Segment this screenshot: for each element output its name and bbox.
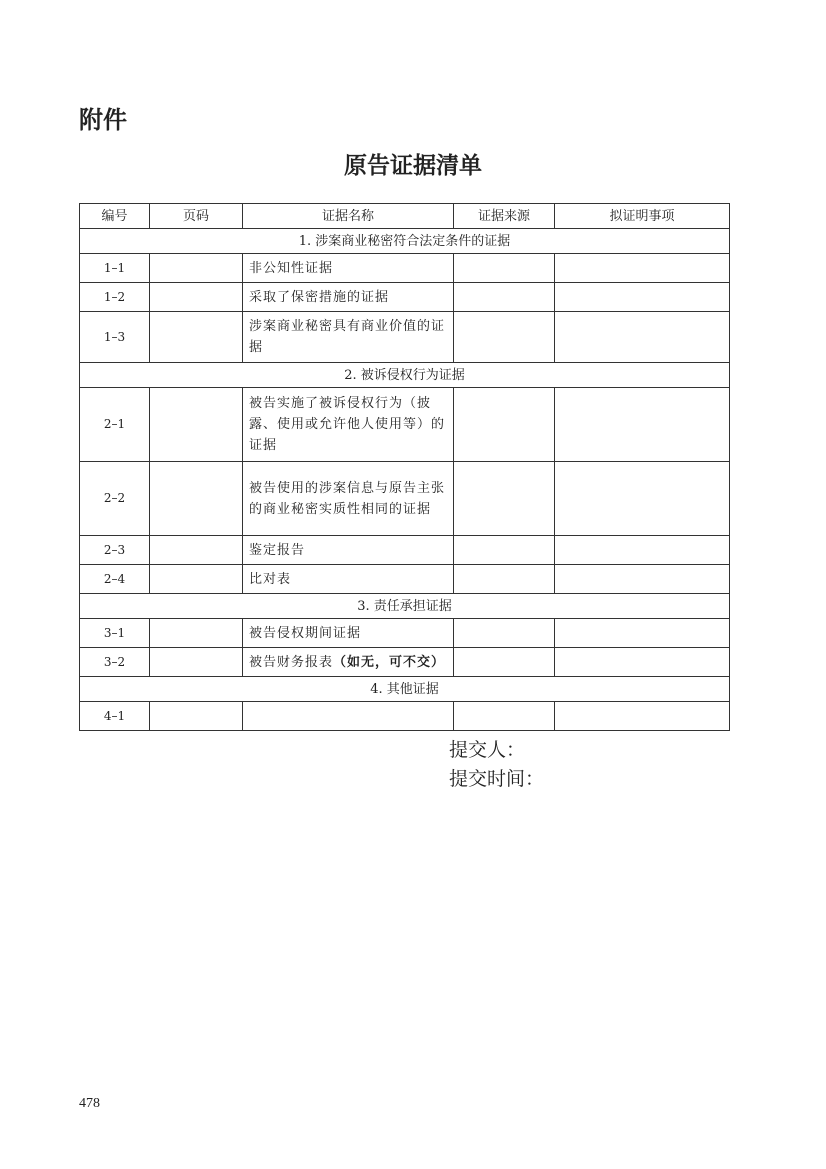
evidence-name: 鉴定报告 [243, 536, 454, 565]
evidence-id: 2–2 [80, 462, 150, 536]
header-id: 编号 [80, 204, 150, 229]
header-name: 证据名称 [243, 204, 454, 229]
section-title: 3. 责任承担证据 [80, 594, 730, 619]
evidence-page [150, 619, 243, 648]
evidence-page [150, 312, 243, 363]
evidence-purpose [555, 536, 730, 565]
evidence-purpose [555, 254, 730, 283]
section-row [80, 594, 730, 619]
evidence-page [150, 254, 243, 283]
evidence-name-note: （如无，可不交） [333, 654, 446, 670]
evidence-name: 采取了保密措施的证据 [243, 283, 454, 312]
evidence-name: 比对表 [243, 565, 454, 594]
section-row [80, 677, 730, 702]
evidence-purpose [555, 702, 730, 731]
page-number: 478 [79, 1096, 100, 1111]
evidence-id: 1–2 [80, 283, 150, 312]
evidence-page [150, 388, 243, 462]
evidence-id: 3–2 [80, 648, 150, 677]
table-row [80, 565, 730, 594]
evidence-name-cell [243, 648, 454, 677]
evidence-source [454, 648, 555, 677]
evidence-source [454, 619, 555, 648]
table-row [80, 312, 730, 363]
evidence-page [150, 648, 243, 677]
attachment-heading: 附件 [79, 106, 127, 134]
submission-time-label: 提交时间： [449, 768, 545, 790]
evidence-purpose [555, 565, 730, 594]
evidence-source [454, 536, 555, 565]
evidence-source [454, 462, 555, 536]
table-row [80, 536, 730, 565]
document-title: 原告证据清单 [344, 152, 482, 179]
table-row [80, 283, 730, 312]
evidence-purpose [555, 648, 730, 677]
evidence-name: 被告财务报表 [249, 654, 334, 670]
header-purpose: 拟证明事项 [555, 204, 730, 229]
evidence-purpose [555, 283, 730, 312]
evidence-name [243, 702, 454, 731]
section-title: 2. 被诉侵权行为证据 [80, 363, 730, 388]
evidence-id: 1–3 [80, 312, 150, 363]
evidence-id: 2–1 [80, 388, 150, 462]
evidence-name: 涉案商业秘密具有商业价值的证据 [243, 312, 454, 363]
table-row [80, 648, 730, 677]
evidence-page [150, 565, 243, 594]
evidence-name: 被告侵权期间证据 [243, 619, 454, 648]
evidence-purpose [555, 462, 730, 536]
table-row [80, 462, 730, 536]
section-title: 4. 其他证据 [80, 677, 730, 702]
evidence-source [454, 702, 555, 731]
evidence-name: 被告实施了被诉侵权行为（披露、使用或允许他人使用等）的证据 [243, 388, 454, 462]
evidence-page [150, 536, 243, 565]
evidence-name: 被告使用的涉案信息与原告主张的商业秘密实质性相同的证据 [243, 462, 454, 536]
evidence-purpose [555, 619, 730, 648]
evidence-table [79, 203, 730, 731]
signature-block [449, 736, 544, 794]
evidence-page [150, 283, 243, 312]
section-row [80, 229, 730, 254]
evidence-source [454, 388, 555, 462]
table-header-row [80, 204, 730, 229]
evidence-id: 3–1 [80, 619, 150, 648]
table-row [80, 254, 730, 283]
evidence-id: 2–4 [80, 565, 150, 594]
evidence-page [150, 702, 243, 731]
table-row [80, 619, 730, 648]
evidence-source [454, 283, 555, 312]
evidence-source [454, 254, 555, 283]
evidence-purpose [555, 312, 730, 363]
table-row [80, 388, 730, 462]
header-source: 证据来源 [454, 204, 555, 229]
evidence-id: 2–3 [80, 536, 150, 565]
evidence-id: 4–1 [80, 702, 150, 731]
section-title: 1. 涉案商业秘密符合法定条件的证据 [80, 229, 730, 254]
evidence-purpose [555, 388, 730, 462]
table-row [80, 702, 730, 731]
evidence-page [150, 462, 243, 536]
header-page: 页码 [150, 204, 243, 229]
section-row [80, 363, 730, 388]
evidence-id: 1–1 [80, 254, 150, 283]
evidence-source [454, 565, 555, 594]
evidence-source [454, 312, 555, 363]
submitter-label: 提交人： [449, 739, 526, 761]
evidence-name: 非公知性证据 [243, 254, 454, 283]
